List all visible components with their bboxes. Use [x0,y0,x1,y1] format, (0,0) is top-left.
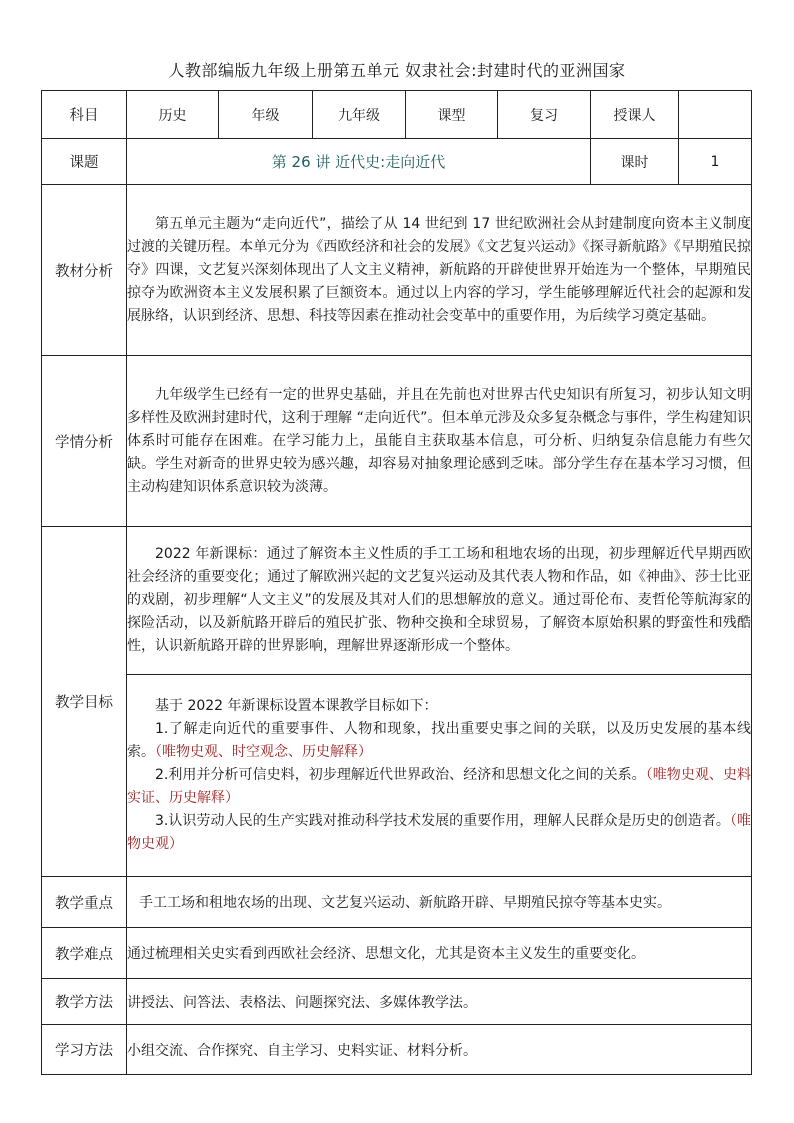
teaching-methods-row [42,979,752,1025]
student-analysis-row [42,356,752,527]
lesson-type-value: 复习 [498,91,591,139]
teaching-goals-row [42,675,752,877]
learning-methods-text: 小组交流、合作探究、自主学习、史料实证、材料分析。 [127,1025,752,1075]
document-title: 人教部编版九年级上册第五单元 奴隶社会:封建时代的亚洲国家 [168,61,626,80]
key-points-text: 手工工场和租地农场的出现、文艺复兴运动、新航路开辟、早期殖民掠夺等基本史实。 [127,877,752,928]
topic-label: 课题 [42,139,127,185]
goal-item-1 [127,718,751,764]
lesson-plan-table [41,90,752,1075]
subject-label: 科目 [42,91,127,139]
teaching-methods-text: 讲授法、问答法、表格法、问题探究法、多媒体教学法。 [127,979,752,1025]
goals-intro: 基于 2022 年新课标设置本课教学目标如下： [155,698,438,714]
curriculum-standard-row [42,527,752,675]
goal-item-2 [127,764,751,810]
teacher-value [679,91,752,139]
teaching-goals-label: 教学目标 [42,527,127,877]
goal-text: 1.了解走向近代的重要事件、人物和现象，找出重要史事之间的关联，以及历史发展的基本线索。 [127,721,751,760]
goal-text: 2.利用并分析可信史料，初步理解近代世界政治、经济和思想文化之间的关系。 [155,767,646,783]
topic-row [42,139,752,185]
lesson-type-label: 课型 [406,91,498,139]
grade-value: 九年级 [313,91,406,139]
textbook-analysis-label: 教材分析 [42,185,127,356]
curriculum-standard-text: 2022 年新课标：通过了解资本主义性质的手工工场和租地农场的出现，初步理解近代早期西欧社会经济的重要变化；通过了解欧洲兴起的文艺复兴运动及其代表人物和作品，如《神曲》、莎士比亚的戏剧，初步理解“人文主义”的发展及其对人们的思想解放的意义。通过哥伦布、麦哲伦等航海家的探险活动，以及新航路开辟后的殖民扩张、物种交换和全球贸易，了解资本原始积累的野蛮性和残酷性，认识新航路开辟的世界影响，理解世界逐渐形成一个整体。 [127,527,752,675]
grade-label: 年级 [219,91,313,139]
hours-value: 1 [679,139,752,185]
learning-methods-label: 学习方法 [42,1025,127,1075]
teacher-label: 授课人 [591,91,679,139]
teaching-goals-list [127,675,752,877]
goal-text: 3.认识劳动人民的生产实践对推动科学技术发展的重要作用，理解人民群众是历史的创造者。 [155,813,730,829]
hours-label: 课时 [591,139,679,185]
student-analysis-text: 九年级学生已经有一定的世界史基础，并且在先前也对世界古代史知识有所复习，初步认知文明多样性及欧洲封建时代，这利于理解 “走向近代”。但本单元涉及众多复杂概念与事件，学生构建知识体系时可能存在困难。在学习能力上，虽能自主获取基本信息，可分析、归纳复杂信息能力有些欠缺。学生对新奇的世界史较为感兴趣，却容易对抽象理论感到乏味。部分学生存在基本学习习惯，但主动构建知识体系意识较为淡薄。 [127,356,752,527]
teaching-methods-label: 教学方法 [42,979,127,1025]
key-points-label: 教学重点 [42,877,127,928]
student-analysis-label: 学情分析 [42,356,127,527]
difficulties-text: 通过梳理相关史实看到西欧社会经济、思想文化，尤其是资本主义发生的重要变化。 [127,928,752,979]
core-literacy-tag: （唯物史观） [127,813,752,852]
difficulties-row [42,928,752,979]
difficulties-label: 教学难点 [42,928,127,979]
textbook-analysis-text: 第五单元主题为“走向近代”，描绘了从 14 世纪到 17 世纪欧洲社会从封建制度向资本主义制度过渡的关键历程。本单元分为《西欧经济和社会的发展》《文艺复兴运动》《探寻新航路》《早期殖民掠夺》四课，文艺复兴深刻体现出了人文主义精神，新航路的开辟使世界开始连为一个整体，早期殖民掠夺为欧洲资本主义发展积累了巨额资本。通过以上内容的学习，学生能够理解近代社会的起源和发展脉络，认识到经济、思想、科技等因素在推动社会变革中的重要作用，为后续学习奠定基础。 [127,185,752,356]
topic-value: 第 26 讲 近代史:走向近代 [127,139,591,185]
subject-value: 历史 [127,91,219,139]
key-points-row [42,877,752,928]
learning-methods-row [42,1025,752,1075]
header-row [42,91,752,139]
goal-item-3 [127,810,751,856]
core-literacy-tag: （唯物史观、史料实证、历史解释） [127,767,752,806]
textbook-analysis-row [42,185,752,356]
core-literacy-tag: （唯物史观、时空观念、历史解释） [155,744,372,760]
